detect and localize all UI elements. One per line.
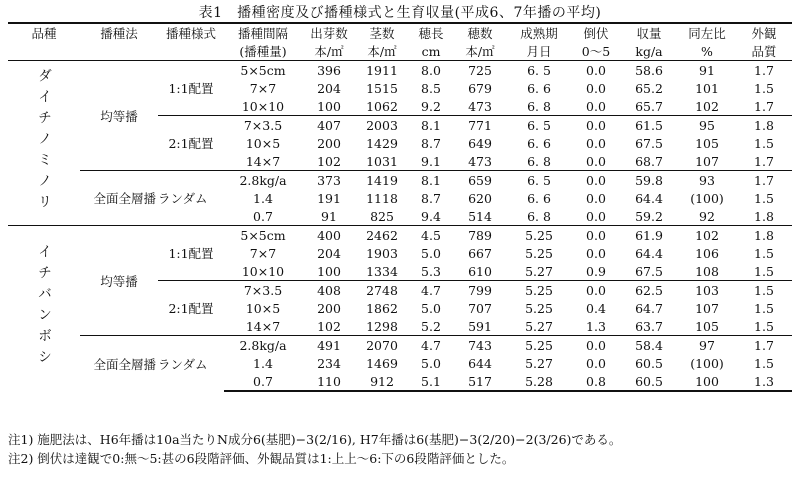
cell-ears: 659 bbox=[454, 171, 506, 190]
cell-ear-len: 8.5 bbox=[421, 80, 441, 96]
cell-ears: 707 bbox=[468, 300, 492, 316]
header-cell: 出芽数 bbox=[302, 23, 356, 42]
cell-ears: 649 bbox=[468, 135, 492, 151]
cell-ears: 517 bbox=[454, 372, 506, 391]
cell-ratio: 93 bbox=[678, 171, 736, 190]
method-cell: 全面全層播 bbox=[80, 171, 158, 226]
cell-interval: 0.7 bbox=[253, 208, 273, 224]
cell-interval: 10×10 bbox=[241, 263, 285, 279]
cell-emergence: 191 bbox=[317, 190, 341, 206]
cell-ear-len: 8.7 bbox=[421, 135, 441, 151]
header-cell: 倒伏 bbox=[572, 23, 620, 42]
cell-maturity: 6. 8 bbox=[527, 208, 551, 224]
cell-emergence: 408 bbox=[302, 281, 356, 300]
cell-ears: 620 bbox=[468, 190, 492, 206]
cell-lodging: 0.0 bbox=[586, 190, 606, 206]
cell-ear-len: 5.3 bbox=[421, 263, 441, 279]
cell-interval: 1.4 bbox=[253, 355, 273, 371]
variety-cell bbox=[8, 226, 80, 392]
cell-emergence: 102 bbox=[317, 318, 341, 334]
cell-interval: 7×3.5 bbox=[224, 116, 302, 135]
cell-ear-len: 5.1 bbox=[408, 372, 454, 391]
cell-maturity: 6. 6 bbox=[527, 190, 551, 206]
cell-maturity: 5.25 bbox=[506, 226, 572, 245]
cell-interval: 7×7 bbox=[249, 80, 277, 96]
cell-maturity: 6. 6 bbox=[527, 135, 551, 151]
cell-ear-len: 8.0 bbox=[421, 62, 441, 78]
cell-emergence: 491 bbox=[302, 336, 356, 355]
footnote-2: 注2) 倒伏は達観で0:無〜5:甚の6段階評価、外観品質は1:上上〜6:下の6段階評価とした。 bbox=[8, 451, 515, 466]
cell-quality: 1.3 bbox=[736, 372, 792, 391]
cell-ratio: 100 bbox=[678, 372, 736, 391]
cell-quality: 1.7 bbox=[754, 153, 774, 169]
cell-ear-len: 8.1 bbox=[408, 116, 454, 135]
cell-lodging: 0.0 bbox=[586, 135, 606, 151]
cell-yield: 60.5 bbox=[620, 372, 678, 391]
cell-ratio: 102 bbox=[678, 226, 736, 245]
cell-maturity: 6. 6 bbox=[527, 80, 551, 96]
cell-lodging: 0.0 bbox=[586, 245, 606, 261]
cell-stems: 1334 bbox=[366, 263, 398, 279]
header-cell: 収量 bbox=[620, 23, 678, 42]
cell-ears: 799 bbox=[454, 281, 506, 300]
cell-yield: 68.7 bbox=[635, 153, 663, 169]
style-cell: ランダム bbox=[158, 171, 224, 226]
cell-yield: 58.4 bbox=[620, 336, 678, 355]
footnote-1: 注1) 施肥法は、H6年播は10a当たりN成分6(基肥)−3(2/16), H7年播は6(基肥)−3(2/20)−2(3/26)である。 bbox=[8, 432, 622, 447]
header-cell: 播種様式 bbox=[158, 23, 224, 42]
cell-stems: 1862 bbox=[366, 300, 398, 316]
cell-stems: 1298 bbox=[366, 318, 398, 334]
cell-ratio: (100) bbox=[690, 190, 724, 206]
cell-interval: 0.7 bbox=[224, 372, 302, 391]
cell-quality: 1.7 bbox=[754, 98, 774, 114]
cell-ratio: 107 bbox=[695, 153, 719, 169]
cell-ear-len: 9.4 bbox=[421, 208, 441, 224]
cell-stems: 1419 bbox=[356, 171, 408, 190]
cell-yield: 61.9 bbox=[620, 226, 678, 245]
cell-maturity: 5.25 bbox=[506, 281, 572, 300]
cell-quality: 1.7 bbox=[754, 62, 774, 78]
header-cell: kg/a bbox=[620, 42, 678, 61]
cell-emergence: 102 bbox=[317, 153, 341, 169]
cell-ear-len: 8.1 bbox=[408, 171, 454, 190]
cell-stems: 1429 bbox=[366, 135, 398, 151]
cell-ratio: 92 bbox=[699, 208, 715, 224]
cell-ratio: 108 bbox=[695, 263, 719, 279]
header-cell: 本/㎡ bbox=[302, 42, 356, 61]
cell-emergence: 100 bbox=[317, 263, 341, 279]
cell-ear-len: 4.7 bbox=[408, 281, 454, 300]
cell-interval: 10×10 bbox=[241, 98, 285, 114]
cell-lodging: 0.0 bbox=[586, 208, 606, 224]
header-cell: 品質 bbox=[736, 42, 792, 61]
cell-yield: 61.5 bbox=[620, 116, 678, 135]
style-cell: 2:1配置 bbox=[158, 281, 224, 336]
cell-yield: 60.5 bbox=[635, 355, 663, 371]
cell-quality: 1.5 bbox=[754, 190, 774, 206]
cell-maturity: 5.28 bbox=[506, 372, 572, 391]
cell-stems: 1118 bbox=[366, 190, 398, 206]
cell-lodging: 0.0 bbox=[586, 98, 606, 114]
cell-lodging: 0.0 bbox=[572, 281, 620, 300]
method-cell: 全面全層播 bbox=[80, 336, 158, 392]
cell-ratio: 101 bbox=[695, 80, 719, 96]
cell-quality: 1.5 bbox=[754, 80, 774, 96]
cell-ear-len: 9.2 bbox=[421, 98, 441, 114]
cell-emergence: 407 bbox=[302, 116, 356, 135]
cell-ratio: (100) bbox=[690, 355, 724, 371]
cell-interval: 10×5 bbox=[245, 300, 281, 316]
cell-stems: 2462 bbox=[356, 226, 408, 245]
cell-emergence: 400 bbox=[302, 226, 356, 245]
footnotes bbox=[8, 430, 621, 468]
cell-emergence: 200 bbox=[317, 300, 341, 316]
cell-maturity: 6. 8 bbox=[527, 153, 551, 169]
cell-stems: 2003 bbox=[356, 116, 408, 135]
cell-quality: 1.7 bbox=[736, 336, 792, 355]
cell-ratio: 105 bbox=[695, 318, 719, 334]
cell-yield: 65.7 bbox=[635, 98, 663, 114]
cell-quality: 1.8 bbox=[754, 208, 774, 224]
cell-lodging: 1.3 bbox=[586, 318, 606, 334]
cell-interval: 14×7 bbox=[245, 153, 281, 169]
header-cell: 同左比 bbox=[678, 23, 736, 42]
cell-quality: 1.7 bbox=[736, 171, 792, 190]
cell-ear-len: 5.0 bbox=[421, 300, 441, 316]
cell-ratio: 91 bbox=[699, 62, 715, 78]
cell-emergence: 234 bbox=[317, 355, 341, 371]
cell-lodging: 0.0 bbox=[586, 355, 606, 371]
cell-yield: 62.5 bbox=[620, 281, 678, 300]
header-cell: 本/㎡ bbox=[356, 42, 408, 61]
cell-ears: 514 bbox=[468, 208, 492, 224]
header-cell: 外観 bbox=[736, 23, 792, 42]
cell-ears: 591 bbox=[468, 318, 492, 334]
header-cell bbox=[8, 42, 80, 61]
table-row bbox=[8, 61, 792, 80]
cell-lodging: 0.0 bbox=[572, 116, 620, 135]
cell-ears: 473 bbox=[468, 98, 492, 114]
cell-lodging: 0.0 bbox=[586, 62, 606, 78]
header-cell: (播種量) bbox=[224, 42, 302, 61]
cell-ear-len: 4.5 bbox=[408, 226, 454, 245]
cell-yield: 67.5 bbox=[635, 263, 663, 279]
cell-interval: 7×7 bbox=[249, 245, 277, 261]
variety-name: イチバンボシ bbox=[36, 244, 52, 370]
cell-interval: 2.8kg/a bbox=[224, 171, 302, 190]
cell-yield: 64.4 bbox=[635, 245, 663, 261]
cell-ears: 473 bbox=[468, 153, 492, 169]
cell-maturity: 6. 5 bbox=[506, 116, 572, 135]
style-cell: 2:1配置 bbox=[158, 116, 224, 171]
cell-yield: 58.6 bbox=[635, 62, 663, 78]
header-cell bbox=[80, 42, 158, 61]
cell-ears: 789 bbox=[454, 226, 506, 245]
cell-yield: 64.7 bbox=[635, 300, 663, 316]
cell-emergence: 100 bbox=[317, 98, 341, 114]
cell-maturity: 6. 5 bbox=[506, 171, 572, 190]
cell-maturity: 6. 5 bbox=[527, 62, 551, 78]
variety-cell bbox=[8, 61, 80, 226]
cell-lodging: 0.0 bbox=[572, 171, 620, 190]
cell-interval: 14×7 bbox=[245, 318, 281, 334]
cell-quality: 1.5 bbox=[754, 300, 774, 316]
cell-quality: 1.8 bbox=[736, 226, 792, 245]
cell-ears: 743 bbox=[454, 336, 506, 355]
cell-lodging: 0.4 bbox=[586, 300, 606, 316]
cell-emergence: 396 bbox=[317, 62, 341, 78]
cell-interval: 1.4 bbox=[253, 190, 273, 206]
cell-ratio: 106 bbox=[695, 245, 719, 261]
cell-interval: 5×5cm bbox=[224, 226, 302, 245]
cell-emergence: 373 bbox=[302, 171, 356, 190]
cell-ratio: 107 bbox=[695, 300, 719, 316]
header-cell: 月日 bbox=[506, 42, 572, 61]
cell-stems: 2748 bbox=[356, 281, 408, 300]
table-row bbox=[8, 336, 792, 355]
cell-emergence: 204 bbox=[317, 245, 341, 261]
table-row bbox=[8, 171, 792, 190]
cell-maturity: 5.27 bbox=[525, 263, 553, 279]
cell-yield: 67.5 bbox=[635, 135, 663, 151]
cell-ear-len: 5.0 bbox=[421, 245, 441, 261]
cell-quality: 1.5 bbox=[736, 281, 792, 300]
cell-ratio: 103 bbox=[678, 281, 736, 300]
header-cell: 播種間隔 bbox=[224, 23, 302, 42]
cell-maturity: 5.25 bbox=[525, 245, 553, 261]
cell-lodging: 0.0 bbox=[586, 80, 606, 96]
style-cell: ランダム bbox=[158, 336, 224, 392]
cell-lodging: 0.9 bbox=[586, 263, 606, 279]
cell-lodging: 0.0 bbox=[572, 336, 620, 355]
cell-maturity: 5.25 bbox=[506, 336, 572, 355]
header-cell: 0〜5 bbox=[572, 42, 620, 61]
method-cell: 均等播 bbox=[100, 108, 138, 124]
cell-yield: 59.8 bbox=[620, 171, 678, 190]
cell-yield: 63.7 bbox=[635, 318, 663, 334]
cell-stems: 1062 bbox=[366, 98, 398, 114]
cell-emergence: 91 bbox=[321, 208, 337, 224]
style-cell: 1:1配置 bbox=[158, 226, 224, 281]
cell-yield: 65.2 bbox=[635, 80, 663, 96]
cell-maturity: 5.27 bbox=[525, 318, 553, 334]
style-cell: 1:1配置 bbox=[168, 81, 214, 96]
method-cell: 均等播 bbox=[80, 226, 158, 336]
cell-quality: 1.5 bbox=[754, 245, 774, 261]
header-cell: 穂長 bbox=[408, 23, 454, 42]
header-cell: % bbox=[678, 42, 736, 61]
cell-ear-len: 5.0 bbox=[421, 355, 441, 371]
header-cell: 品種 bbox=[8, 23, 80, 42]
cell-ratio: 105 bbox=[695, 135, 719, 151]
cell-ears: 725 bbox=[468, 62, 492, 78]
table-row bbox=[8, 226, 792, 245]
cell-ears: 644 bbox=[468, 355, 492, 371]
cell-ratio: 95 bbox=[678, 116, 736, 135]
cell-ears: 771 bbox=[454, 116, 506, 135]
cell-ears: 679 bbox=[468, 80, 492, 96]
cell-stems: 825 bbox=[370, 208, 394, 224]
header-cell: 茎数 bbox=[356, 23, 408, 42]
cell-stems: 1911 bbox=[366, 62, 398, 78]
cell-ears: 610 bbox=[468, 263, 492, 279]
cell-stems: 912 bbox=[356, 372, 408, 391]
cell-ratio: 102 bbox=[695, 98, 719, 114]
cell-emergence: 204 bbox=[317, 80, 341, 96]
cell-interval: 5×5cm bbox=[240, 62, 286, 78]
cell-ear-len: 9.1 bbox=[421, 153, 441, 169]
cell-stems: 2070 bbox=[356, 336, 408, 355]
cell-emergence: 200 bbox=[317, 135, 341, 151]
cell-maturity: 5.25 bbox=[525, 300, 553, 316]
cell-emergence: 110 bbox=[302, 372, 356, 391]
cell-stems: 1469 bbox=[366, 355, 398, 371]
cell-yield: 59.2 bbox=[635, 208, 663, 224]
cell-interval: 2.8kg/a bbox=[224, 336, 302, 355]
cell-lodging: 0.8 bbox=[572, 372, 620, 391]
cell-interval: 10×5 bbox=[245, 135, 281, 151]
data-table bbox=[8, 22, 792, 392]
header-cell: cm bbox=[408, 42, 454, 61]
cell-quality: 1.5 bbox=[754, 318, 774, 334]
cell-lodging: 0.0 bbox=[572, 226, 620, 245]
cell-maturity: 5.27 bbox=[525, 355, 553, 371]
table-title: 表1 播種密度及び播種様式と生育収量(平成6、7年播の平均) bbox=[198, 5, 602, 21]
cell-quality: 1.5 bbox=[754, 263, 774, 279]
cell-stems: 1903 bbox=[366, 245, 398, 261]
header-cell: 本/㎡ bbox=[454, 42, 506, 61]
cell-ear-len: 8.7 bbox=[421, 190, 441, 206]
header-cell: 成熟期 bbox=[506, 23, 572, 42]
cell-interval: 7×3.5 bbox=[224, 281, 302, 300]
cell-ratio: 97 bbox=[678, 336, 736, 355]
header-cell bbox=[158, 42, 224, 61]
cell-quality: 1.5 bbox=[754, 355, 774, 371]
cell-ear-len: 5.2 bbox=[421, 318, 441, 334]
cell-yield: 64.4 bbox=[635, 190, 663, 206]
cell-stems: 1515 bbox=[366, 80, 398, 96]
cell-ears: 667 bbox=[468, 245, 492, 261]
cell-maturity: 6. 8 bbox=[527, 98, 551, 114]
cell-stems: 1031 bbox=[366, 153, 398, 169]
cell-quality: 1.5 bbox=[754, 135, 774, 151]
header-cell: 穂数 bbox=[454, 23, 506, 42]
variety-name: ダイチノミノリ bbox=[36, 68, 52, 215]
cell-ear-len: 4.7 bbox=[408, 336, 454, 355]
cell-quality: 1.8 bbox=[736, 116, 792, 135]
cell-lodging: 0.0 bbox=[586, 153, 606, 169]
header-cell: 播種法 bbox=[80, 23, 158, 42]
